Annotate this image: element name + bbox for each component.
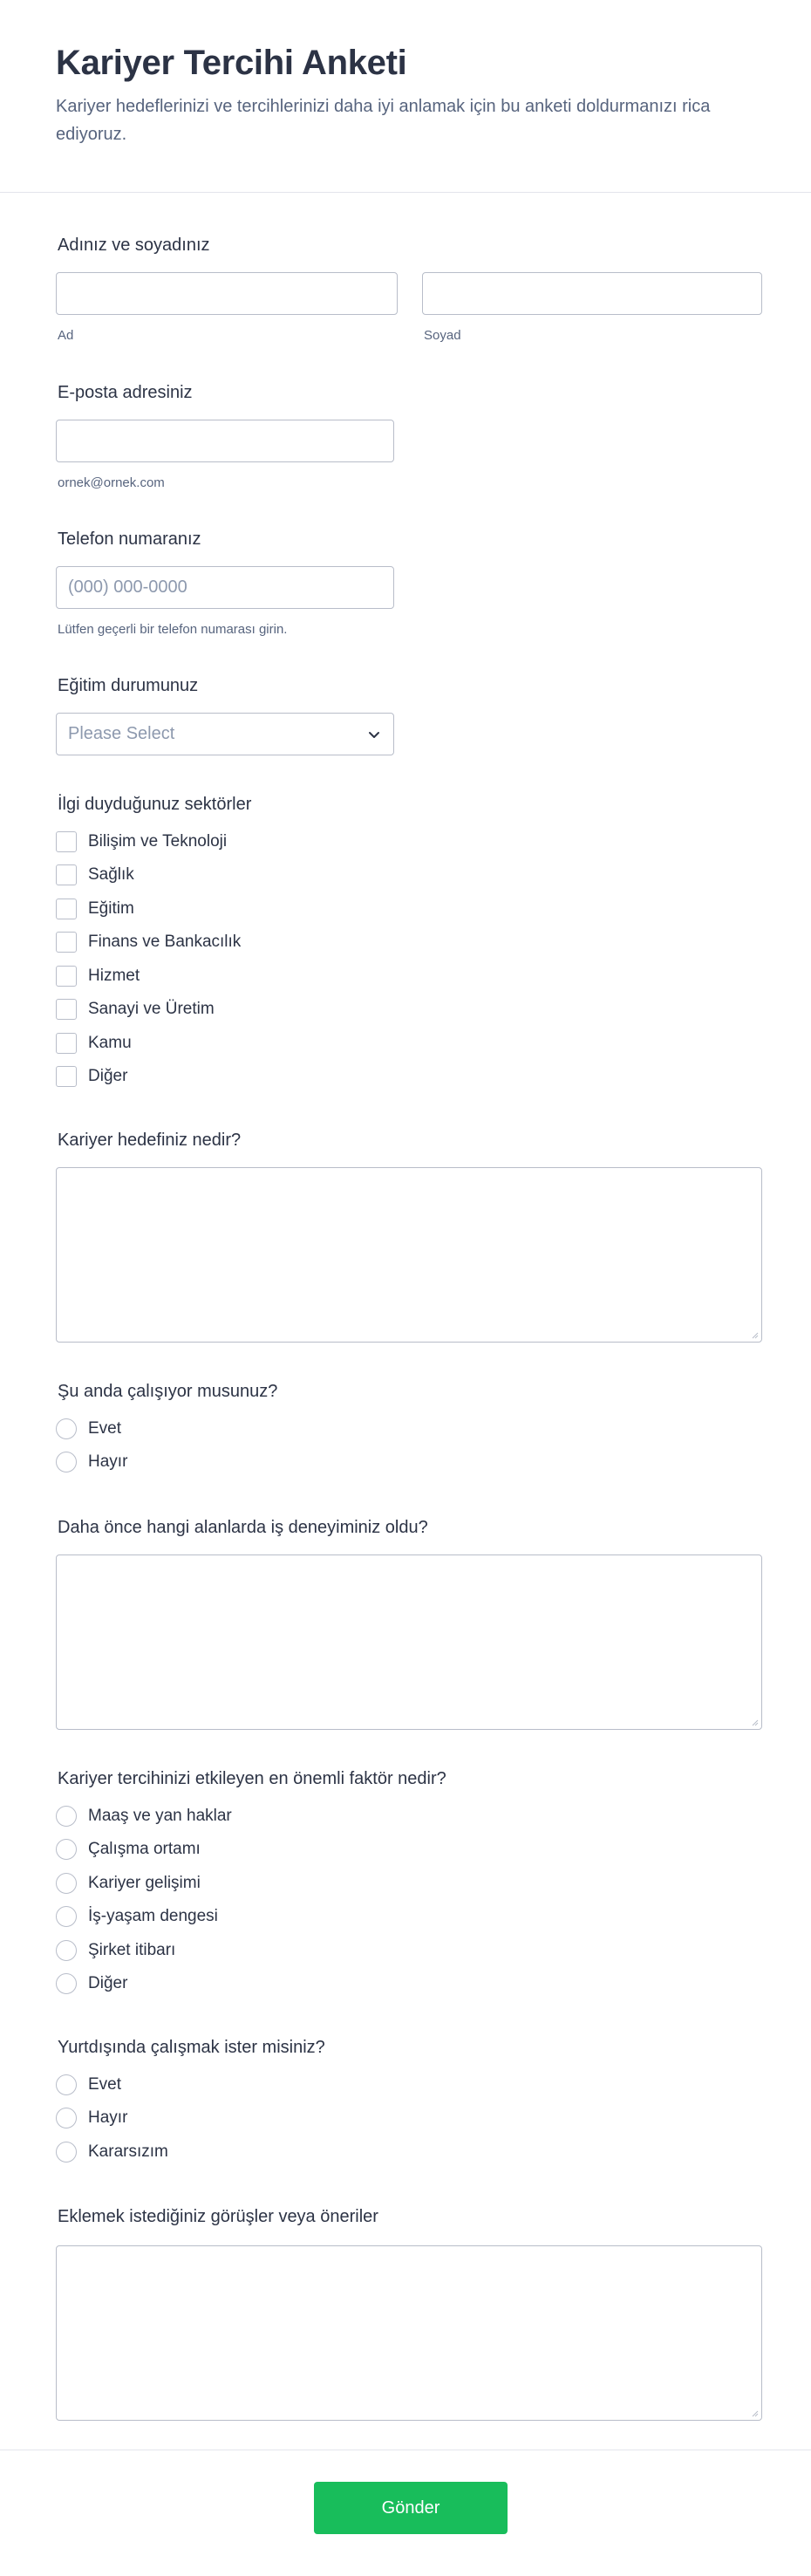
checkbox[interactable] — [56, 831, 77, 852]
radio-button[interactable] — [56, 1906, 77, 1927]
email-sublabel: ornek@ornek.com — [58, 475, 165, 490]
sectors-question-label: İlgi duyduğunuz sektörler — [58, 795, 252, 814]
radio-button[interactable] — [56, 1973, 77, 1994]
experience-textarea[interactable] — [56, 1554, 762, 1730]
factor-option-label: Şirket itibarı — [88, 1941, 176, 1959]
sector-option-label: Eğitim — [88, 899, 134, 918]
first-name-sublabel: Ad — [58, 328, 74, 343]
sector-option-label: Diğer — [88, 1067, 128, 1085]
working-option-label: Evet — [88, 1419, 122, 1438]
comments-question-label: Eklemek istediğiniz görüşler veya öneriler — [58, 2207, 378, 2226]
resize-grip-icon[interactable] — [750, 1718, 759, 1726]
radio-button[interactable] — [56, 1839, 77, 1860]
career-goal-question-label: Kariyer hedefiniz nedir? — [58, 1131, 242, 1150]
abroad-option-label: Kararsızım — [88, 2142, 168, 2161]
sector-option-label: Bilişim ve Teknoloji — [88, 832, 228, 851]
form-title: Kariyer Tercihi Anketi — [56, 44, 407, 82]
factor-option-label: Çalışma ortamı — [88, 1840, 201, 1858]
radio-button[interactable] — [56, 2074, 77, 2095]
radio-button[interactable] — [56, 2108, 77, 2128]
sector-option-label: Finans ve Bankacılık — [88, 933, 242, 951]
first-name-input[interactable] — [56, 272, 398, 315]
working-option-label: Hayır — [88, 1452, 128, 1471]
experience-question-label: Daha önce hangi alanlarda iş deneyiminiz oldu? — [58, 1518, 428, 1537]
factor-option-label: İş-yaşam dengesi — [88, 1907, 218, 1925]
phone-question-label: Telefon numaranız — [58, 530, 201, 549]
last-name-sublabel: Soyad — [424, 328, 461, 343]
education-question-label: Eğitim durumunuz — [58, 676, 199, 695]
checkbox[interactable] — [56, 1033, 77, 1054]
checkbox[interactable] — [56, 899, 77, 919]
radio-button[interactable] — [56, 1452, 77, 1472]
checkbox[interactable] — [56, 966, 77, 987]
resize-grip-icon[interactable] — [750, 2409, 759, 2417]
email-question-label: E-posta adresiniz — [58, 383, 193, 402]
phone-placeholder: (000) 000-0000 — [68, 577, 187, 597]
working-question-label: Şu anda çalışıyor musunuz? — [58, 1382, 278, 1401]
phone-sublabel: Lütfen geçerli bir telefon numarası girin. — [58, 622, 288, 637]
chevron-down-icon — [365, 726, 383, 743]
submit-button[interactable]: Gönder — [314, 2482, 508, 2534]
form-header — [0, 0, 811, 193]
factor-option-label: Diğer — [88, 1974, 128, 1992]
education-select[interactable] — [56, 713, 394, 755]
phone-input[interactable] — [56, 566, 394, 609]
radio-button[interactable] — [56, 2142, 77, 2163]
radio-button[interactable] — [56, 1873, 77, 1894]
form-footer — [0, 2450, 811, 2576]
factor-option-label: Kariyer gelişimi — [88, 1874, 201, 1892]
sector-option-label: Sağlık — [88, 865, 134, 884]
career-goal-textarea[interactable] — [56, 1167, 762, 1343]
checkbox[interactable] — [56, 1066, 77, 1087]
checkbox[interactable] — [56, 864, 77, 885]
checkbox[interactable] — [56, 999, 77, 1020]
abroad-question-label: Yurtdışında çalışmak ister misiniz? — [58, 2038, 325, 2057]
factor-option-label: Maaş ve yan haklar — [88, 1807, 232, 1825]
form-subtitle: Kariyer hedeflerinizi ve tercihlerinizi daha iyi anlamak için bu anketi doldurmanızı rica ediyoruz. — [56, 97, 711, 144]
radio-button[interactable] — [56, 1806, 77, 1827]
factor-question-label: Kariyer tercihinizi etkileyen en önemli faktör nedir? — [58, 1769, 446, 1788]
checkbox[interactable] — [56, 932, 77, 953]
last-name-input[interactable] — [422, 272, 762, 315]
abroad-option-label: Evet — [88, 2075, 122, 2094]
resize-grip-icon[interactable] — [750, 1330, 759, 1339]
comments-textarea[interactable] — [56, 2245, 762, 2421]
sector-option-label: Kamu — [88, 1034, 132, 1052]
education-placeholder: Please Select — [68, 724, 175, 743]
email-input[interactable] — [56, 420, 394, 462]
name-question-label: Adınız ve soyadınız — [58, 236, 210, 255]
radio-button[interactable] — [56, 1418, 77, 1439]
sector-option-label: Sanayi ve Üretim — [88, 1000, 215, 1018]
radio-button[interactable] — [56, 1940, 77, 1961]
abroad-option-label: Hayır — [88, 2108, 128, 2127]
sector-option-label: Hizmet — [88, 967, 140, 985]
